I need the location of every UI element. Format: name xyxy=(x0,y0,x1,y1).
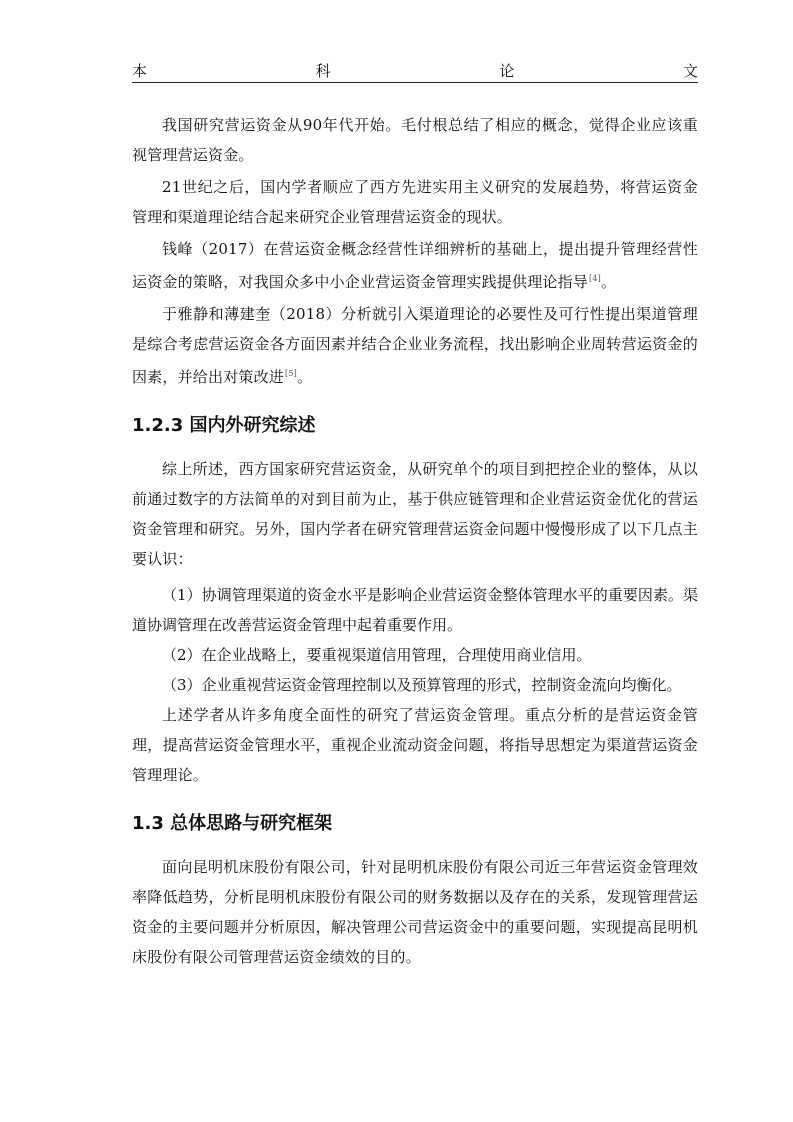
header-divider xyxy=(132,82,698,83)
paragraph: 面向昆明机床股份有限公司，针对昆明机床股份有限公司近三年营运资金管理效率降低趋势，分析昆明机床股份有限公司的财务数据以及存在的关系，发现管理营运资金的主要问题并分析原因，解决管理公司营运资金中的重要问题，实现提高昆明机床股份有限公司管理营运资金绩效的目的。 xyxy=(132,858,698,966)
paragraph-text: 钱峰（2017）在营运资金概念经营性详细辨析的基础上，提出提升管理经营性运资金的策略，对我国众多中小企业营运资金管理实践提供理论指导 xyxy=(132,240,698,291)
paragraph: 我国研究营运资金从90年代开始。毛付根总结了相应的概念，觉得企业应该重视管理营运资金。 xyxy=(132,116,698,164)
section-heading: 1.3 总体思路与研究框架 xyxy=(132,813,333,834)
page-header xyxy=(132,60,698,82)
paragraph-end: 。 xyxy=(600,273,617,291)
header-char: 科 xyxy=(315,62,331,80)
header-char: 本 xyxy=(132,62,148,80)
paragraph xyxy=(132,234,698,297)
header-char: 论 xyxy=(499,62,515,80)
page-body xyxy=(132,110,698,978)
section-heading: 1.2.3 国内外研究综述 xyxy=(132,415,316,436)
citation-ref: [4] xyxy=(589,274,601,283)
paragraph xyxy=(132,299,698,392)
list-item: （1）协调管理渠道的资金水平是影响企业营运资金整体管理水平的重要因素。渠道协调管理在改善营运资金管理中起着重要作用。 xyxy=(132,586,698,634)
list-item: （3）企业重视营运资金管理控制以及预算管理的形式，控制资金流向均衡化。 xyxy=(162,676,682,694)
paragraph-end: 。 xyxy=(296,368,313,386)
paragraph-text: 于雅静和薄建奎（2018）分析就引入渠道理论的必要性及可行性提出渠道管理是综合考虑营运资金各方面因素并结合企业业务流程，找出影响企业周转营运资金的因素，并给出对策改进 xyxy=(132,305,698,386)
list-item: （2）在企业战略上，要重视渠道信用管理，合理使用商业信用。 xyxy=(162,646,592,664)
citation-ref: [5] xyxy=(285,369,297,378)
paragraph: 21世纪之后，国内学者顺应了西方先进实用主义研究的发展趋势，将营运资金管理和渠道理论结合起来研究企业管理营运资金的现状。 xyxy=(132,178,698,226)
header-char: 文 xyxy=(682,62,698,80)
paragraph: 综上所述，西方国家研究营运资金，从研究单个的项目到把控企业的整体，从以前通过数字的方法简单的对到目前为止，基于供应链管理和企业营运资金优化的营运资金管理和研究。另外，国内学者在研究管理营运资金问题中慢慢形成了以下几点主要认识： xyxy=(132,460,698,568)
paragraph: 上述学者从许多角度全面性的研究了营运资金管理。重点分析的是营运资金管理，提高营运资金管理水平，重视企业流动资金问题，将指导思想定为渠道营运资金管理理论。 xyxy=(132,706,698,784)
